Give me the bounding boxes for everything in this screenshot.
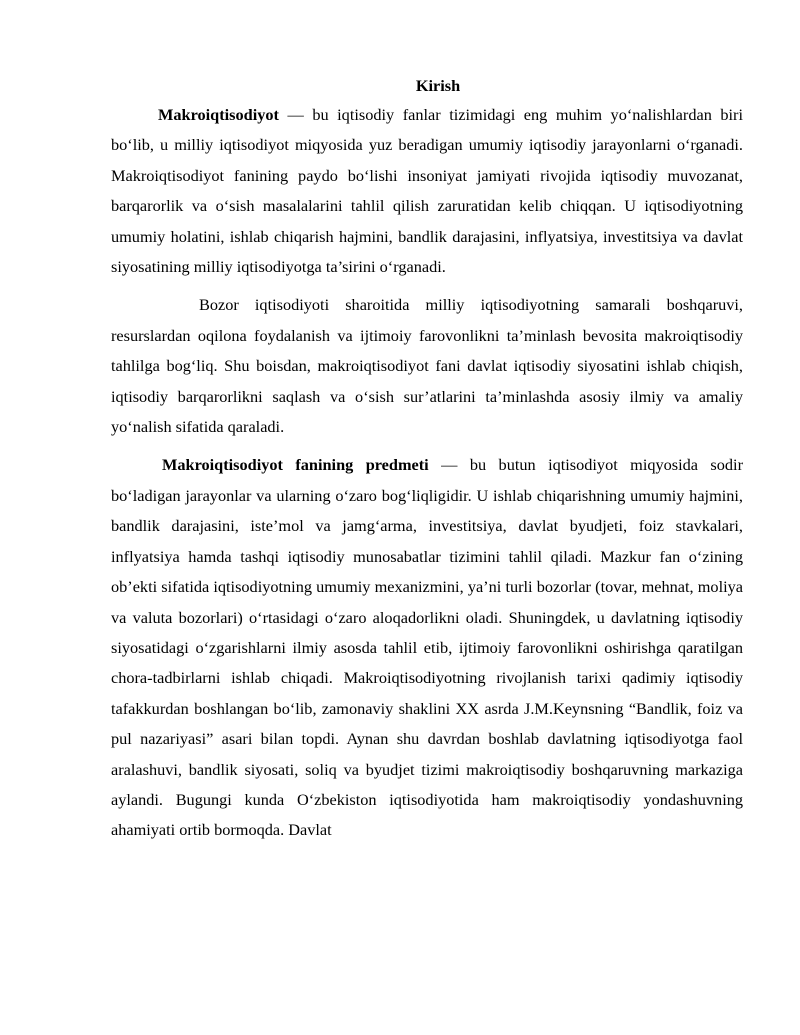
paragraph-market-economy-text: Bozor iqtisodiyoti sharoitida milliy iqtisodiyotning samarali boshqaruvi, resurslardan oqilona foydalanish va ijtimoiy farovonlikni ta’minlash bevosita makroiqtisodiy tahlilga bog‘liq. Shu boisdan, makroiqtisodiyot fani davlat iqtisodiy siyosatini ishlab chiqish, iqtisodiy barqarorlikni saqlash va o‘sish sur’atlarini ta’minlashda asosiy ilmiy va amaliy yo‘nalish sifatida qaraladi. [111,295,743,437]
paragraph-subject-lead: Makroiqtisodiyot fanining predmeti [162,455,429,475]
page-title: Kirish [415,76,461,95]
paragraph-intro-lead: Makroiqtisodiyot [158,105,279,124]
paragraph-market-economy [111,290,743,442]
paragraph-intro [111,100,743,282]
document-page [111,72,743,846]
paragraph-subject-text: — bu butun iqtisodiyot miqyosida sodir bo‘ladigan jarayonlar va ularning o‘zaro bog‘liqligidir. U ishlab chiqarishning umumiy hajmini, bandlik darajasini, iste’mol va jamg‘arma, investitsiya, davlat byudjeti, foiz stavkalari, inflyatsiya hamda tashqi iqtisodiy munosabatlar tizimini tahlil qiladi. Mazkur fan o‘zining ob’ekti sifatida iqtisodiyotning umumiy mexanizmini, ya’ni turli bozorlar (tovar, mehnat, moliya va valuta bozorlari) o‘rtasidagi o‘zaro aloqadorlikni oladi. Shuningdek, u davlatning iqtisodiy siyosatidagi o‘zgarishlarni ilmiy asosda tahlil etib, ijtimoiy farovonlikni oshirishga qaratilgan chora-tadbirlarni ishlab chiqadi. Makroiqtisodiyotning rivojlanish tarixi qadimiy iqtisodiy tafakkurdan boshlangan bo‘lib, zamonaviy shaklini XX asrda J.M.Keynsning “Bandlik, foiz va pul nazariyasi” asari bilan topdi. Aynan shu davrdan boshlab davlatning iqtisodiyotga faol aralashuvi, bandlik siyosati, soliq va byudjet tizimi makroiqtisodiy boshqaruvning markaziga aylandi. Bugungi kunda O‘zbekiston iqtisodiyotida ham makroiqtisodiy yondashuvning ahamiyati ortib bormoqda. Davlat [111,455,743,840]
paragraph-subject [111,450,743,845]
paragraph-intro-text: — bu iqtisodiy fanlar tizimidagi eng muhim yo‘nalishlardan biri bo‘lib, u milliy iqtisodiyot miqyosida yuz beradigan umumiy iqtisodiy jarayonlarni o‘rganadi. Makroiqtisodiyot fanining paydo bo‘lishi insoniyat jamiyati rivojida iqtisodiy muvozanat, barqarorlik va o‘sish masalalarini tahlil qilish zaruratidan kelib chiqqan. U iqtisodiyotning umumiy holatini, ishlab chiqarish hajmini, bandlik darajasini, inflyatsiya, investitsiya va davlat siyosatining milliy iqtisodiyotga ta’sirini o‘rganadi. [111,105,743,277]
